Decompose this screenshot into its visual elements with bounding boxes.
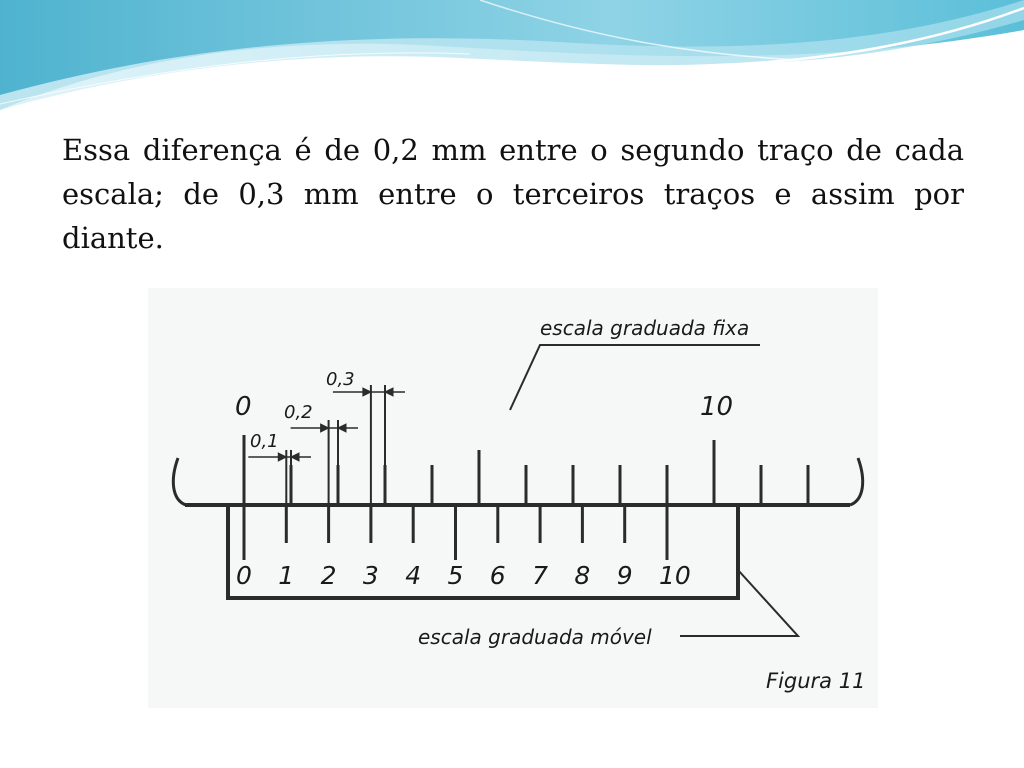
- fixed-number-0: 0: [235, 392, 252, 422]
- difference-label-0-3: 0,3: [326, 369, 355, 390]
- difference-label-0-1: 0,1: [250, 431, 279, 452]
- vernier-number: 0: [236, 561, 252, 590]
- vernier-number: 8: [574, 561, 591, 590]
- vernier-caliper-figure: [148, 288, 878, 708]
- vernier-number: 10: [659, 561, 691, 590]
- slide-paragraph: Essa diferença é de 0,2 mm entre o segundo traço de cada escala; de 0,3 mm entre o terceiros traços e assim por diante.: [62, 133, 964, 255]
- vernier-number: 2: [320, 561, 337, 590]
- vernier-number: 1: [278, 561, 295, 590]
- vernier-number: 3: [362, 561, 379, 590]
- fixed-scale-label: escala graduada fixa: [540, 316, 750, 340]
- figure-caption: Figura 11: [766, 669, 866, 693]
- vernier-number: 4: [405, 561, 422, 590]
- header-wave-decoration: [0, 0, 1024, 120]
- vernier-number: 6: [489, 561, 506, 590]
- movable-scale-label: escala graduada móvel: [418, 625, 652, 649]
- vernier-number: 7: [532, 561, 549, 590]
- vernier-number: 9: [616, 561, 633, 590]
- fixed-number-10: 10: [700, 392, 734, 422]
- vernier-number: 5: [447, 561, 464, 590]
- difference-label-0-2: 0,2: [284, 402, 313, 423]
